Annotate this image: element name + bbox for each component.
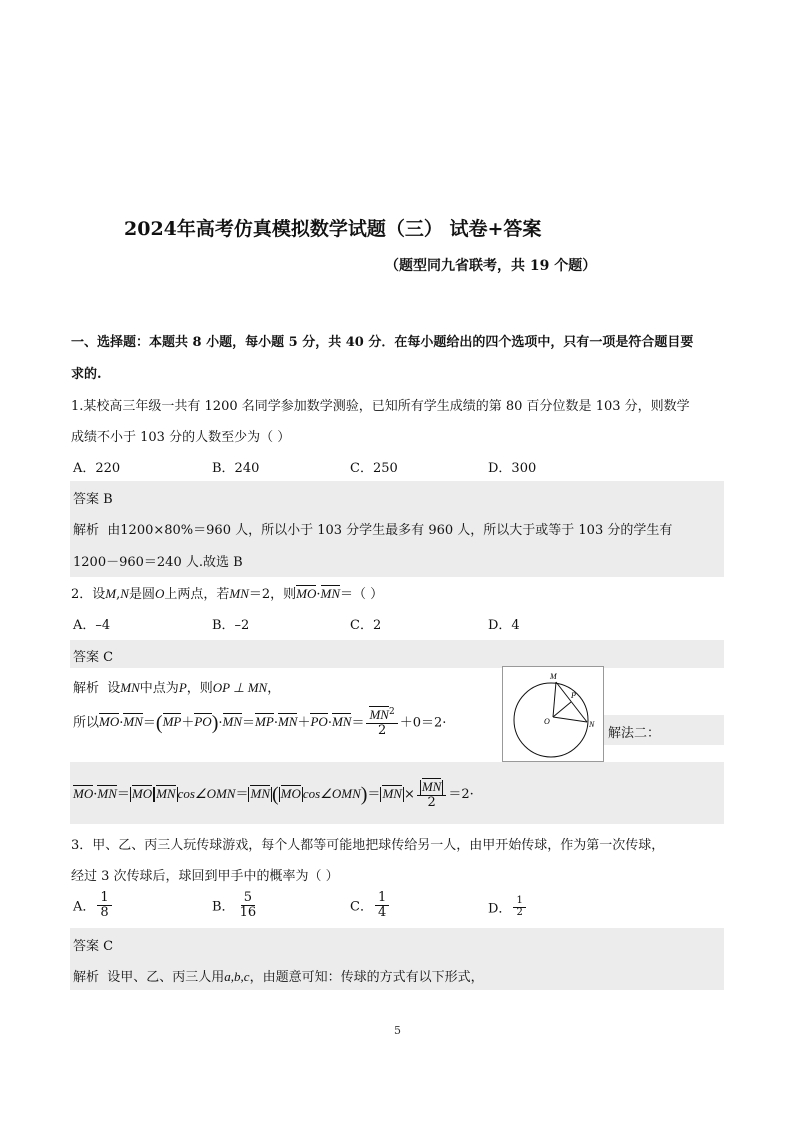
- label-m: M: [550, 672, 557, 681]
- q2-line2-plus0: ＋0＝2: [399, 715, 443, 731]
- q3-c-num: 1: [375, 891, 389, 906]
- q3-stem-line1: 3．甲、乙、丙三人玩传球游戏，每个人都等可能地把球传给另一人，由甲开始传球，作为第一次传球，: [71, 838, 665, 853]
- q3-b-den: 16: [239, 904, 257, 920]
- q2-answer: 答案 C: [73, 650, 114, 665]
- q3-c-den: 4: [377, 904, 387, 920]
- section-heading-line1: 一、选择题：本题共 8 小题，每小题 5 分，共 40 分．在每小题给出的四个选项中，只有一项是符合题目要: [71, 335, 694, 350]
- section-heading-line2: 求的.: [71, 367, 102, 382]
- q2-line2-mn: MN: [123, 714, 143, 730]
- segment-on: [553, 717, 587, 722]
- q3-stem-line2: 经过 3 次传球后，球回到甲手中的概率为（ ）: [71, 869, 339, 884]
- q1-analysis-expr: 由1200×80%＝960 人: [107, 523, 249, 538]
- q3-option-b: [212, 891, 261, 919]
- label-o: O: [544, 717, 550, 726]
- q1-stem-line2: 成绩不小于 103 分的人数至少为（ ）: [71, 430, 291, 445]
- q2-stem-b: 是圆: [128, 587, 155, 602]
- q2-analysis-b: 中点为: [139, 681, 179, 696]
- q2-analysis-d: ，: [267, 681, 281, 696]
- q2-line2-po: PO: [194, 714, 212, 730]
- q2-option-b: B．–2: [212, 618, 250, 633]
- q2-analysis-line1: [73, 677, 280, 696]
- q3-d-num: 1: [513, 896, 525, 908]
- q2-option-d: D．4: [488, 618, 520, 633]
- q2-line2-mp: MP: [162, 714, 182, 730]
- q2-stem: [71, 583, 383, 602]
- q2-vec-mo: MO: [296, 586, 317, 601]
- q2-l3-mo-abs: MO: [131, 786, 153, 802]
- q3-option-a: [73, 891, 114, 919]
- q3-analysis-a: 设甲、乙、丙三人用: [107, 970, 225, 985]
- q2-analysis-c: ，则: [186, 681, 213, 696]
- q1-option-a: A．220: [73, 461, 121, 476]
- label-n: N: [589, 720, 595, 729]
- q1-analysis-line1: [73, 519, 672, 538]
- q1-option-b: B．240: [212, 461, 260, 476]
- q2-var-n: N: [120, 586, 129, 601]
- q1-answer: 答案 B: [73, 492, 113, 507]
- q2-l3-mo-abs2: MO: [280, 786, 301, 802]
- q3-b-num: 5: [241, 891, 255, 906]
- q3-option-c-label: C．: [350, 899, 373, 915]
- q2-analysis-mn: MN: [120, 680, 140, 695]
- q2-figure: [502, 666, 604, 762]
- q2-l3-frac-mn: MN: [421, 779, 442, 794]
- q3-option-b-frac: [237, 891, 260, 919]
- q2-l3-cos2: cos∠OMN: [302, 786, 361, 802]
- q2-stem-a: 2．设: [71, 587, 106, 602]
- q2-eq: ＝2，则: [248, 587, 297, 602]
- label-p: P: [571, 691, 576, 700]
- q2-vec-mn: MN: [320, 586, 340, 601]
- q1-option-d: D．300: [488, 461, 537, 476]
- q3-a-num: 1: [97, 891, 111, 906]
- q3-analysis: [73, 966, 484, 985]
- q2-stem-c: 上两点，若: [164, 587, 230, 602]
- q2-l3-mo: MO: [73, 786, 94, 802]
- q3-a-den: 8: [100, 904, 109, 920]
- q2-analysis-perp: OP ⊥ MN: [212, 680, 268, 695]
- q2-method2-label: 解法二：: [608, 726, 661, 741]
- q3-option-c-frac: [375, 891, 389, 919]
- page-title: 2024年高考仿真模拟数学试题（三） 试卷+答案: [124, 218, 542, 240]
- q2-line2-square: 2: [388, 707, 395, 717]
- q3-answer: 答案 C: [73, 939, 114, 954]
- q2-line2-mp2: MP: [255, 714, 274, 730]
- circle-o: [514, 683, 588, 757]
- q3-option-d-label: D．: [488, 901, 512, 917]
- q1-analysis-rest: ，所以小于 103 分学生最多有 960 人，所以大于或等于 103 分的学生有: [248, 523, 673, 538]
- q2-line2-po2: PO: [310, 714, 328, 730]
- q2-option-c: C．2: [350, 618, 382, 633]
- q2-comma: ,: [116, 587, 121, 602]
- q2-line2-mn2: MN: [222, 714, 243, 730]
- page-number: 5: [394, 1024, 401, 1037]
- segment-om: [553, 682, 556, 717]
- q3-analysis-vars: a,b,c: [224, 969, 250, 984]
- q2-var-m: M: [105, 586, 117, 601]
- q1-option-c: C．250: [350, 461, 398, 476]
- q3-option-d: [488, 896, 528, 918]
- q3-analysis-b: ，由题意可知：传球的方式有以下形式，: [249, 970, 484, 985]
- q2-l3-mn-abs: MN: [156, 786, 176, 802]
- q2-answer-block: [70, 640, 724, 668]
- q3-option-d-frac: [513, 896, 525, 918]
- q2-l3-mn: MN: [97, 786, 117, 802]
- circle-diagram: [503, 667, 603, 761]
- q2-line2-frac-den: 2: [377, 722, 387, 738]
- page-subtitle: （题型同九省联考，共 19 个题）: [385, 258, 597, 274]
- q2-l3-fraction: [417, 780, 447, 809]
- q2-line2-mn4: MN: [331, 714, 352, 730]
- q2-line2-frac-mn: MN: [369, 707, 389, 723]
- q2-l3-mn-abs2: MN: [250, 786, 270, 802]
- analysis-label: 解析: [73, 970, 100, 985]
- q2-line2-mn3: MN: [277, 714, 298, 730]
- segment-op: [553, 702, 571, 717]
- analysis-label: 解析: [73, 681, 100, 696]
- q3-option-c: [350, 891, 391, 919]
- q2-l3-end: ＝2: [448, 787, 470, 803]
- q2-line2-fraction: [366, 708, 397, 738]
- q1-stem-line1: 1.某校高三年级一共有 1200 名同学参加数学测验，已知所有学生成绩的第 80 百分位数是 103 分，则数学: [71, 399, 690, 414]
- q2-stem-end: ＝（ ）: [340, 587, 384, 602]
- q2-option-a: A．–4: [73, 618, 111, 633]
- q2-l3-mn-abs3: MN: [382, 786, 402, 802]
- q2-analysis-a: 设: [107, 681, 121, 696]
- q3-option-b-label: B．: [212, 899, 235, 915]
- q3-option-a-label: A．: [73, 899, 96, 915]
- q2-analysis-line3: MO·MN＝ MO MN cos∠OMN＝ MN ( MO cos∠OMN)＝ MN × $\frac{MN}{2}$ ＝2·: [73, 779, 474, 810]
- q2-line2-mo: MO: [99, 714, 120, 730]
- q2-var-o: O: [154, 586, 165, 601]
- q2-l3-frac-den: 2: [427, 794, 436, 810]
- q2-dot: ·: [316, 587, 321, 602]
- q1-analysis-line2: 1200－960＝240 人.故选 B: [73, 555, 243, 570]
- q2-line2-prefix: 所以: [73, 715, 100, 731]
- q3-d-den: 2: [516, 906, 523, 918]
- segment-mn: [556, 682, 587, 722]
- q2-l3-cos: cos∠OMN: [177, 786, 236, 802]
- q2-analysis-p: P: [178, 680, 187, 695]
- q2-cond: MN: [229, 586, 249, 601]
- q2-analysis-line2: 所以MO·MN＝(MP＋PO)·MN＝MP·MN＋PO·MN＝ $\frac{MN^2}{2}$ ＋0＝2·: [73, 707, 447, 738]
- analysis-label: 解析: [73, 523, 100, 538]
- q3-option-a-frac: [97, 891, 111, 919]
